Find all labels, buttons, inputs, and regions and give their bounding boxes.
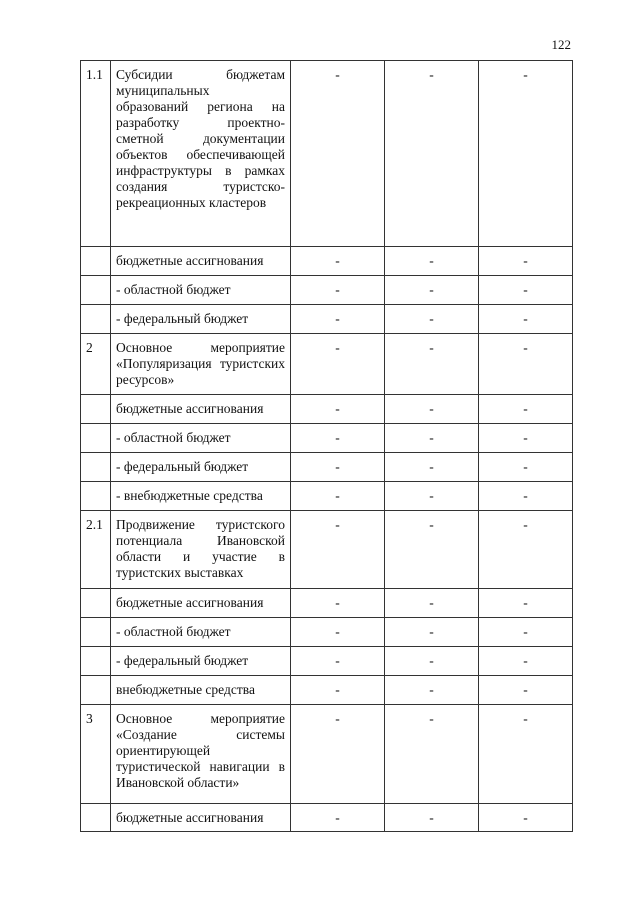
table-row bbox=[81, 395, 573, 424]
page-number: 122 bbox=[551, 37, 571, 52]
value-2: - bbox=[385, 676, 479, 705]
value-2: - bbox=[385, 276, 479, 305]
row-name: бюджетные ассигнования bbox=[111, 247, 291, 276]
row-name: - федеральный бюджет bbox=[111, 305, 291, 334]
value-1: - bbox=[291, 247, 385, 276]
value-1: - bbox=[291, 676, 385, 705]
table-row bbox=[81, 676, 573, 705]
table-row bbox=[81, 453, 573, 482]
row-number bbox=[81, 424, 111, 453]
value-1: - bbox=[291, 482, 385, 511]
row-name: внебюджетные средства bbox=[111, 676, 291, 705]
value-3: - bbox=[479, 305, 573, 334]
value-3: - bbox=[479, 618, 573, 647]
value-1: - bbox=[291, 705, 385, 804]
row-number bbox=[81, 804, 111, 832]
value-2: - bbox=[385, 705, 479, 804]
value-2: - bbox=[385, 424, 479, 453]
table-row bbox=[81, 276, 573, 305]
row-name: - федеральный бюджет bbox=[111, 453, 291, 482]
value-3: - bbox=[479, 424, 573, 453]
value-1: - bbox=[291, 61, 385, 247]
value-2: - bbox=[385, 804, 479, 832]
value-3: - bbox=[479, 453, 573, 482]
row-name: - внебюджетные средства bbox=[111, 482, 291, 511]
value-2: - bbox=[385, 589, 479, 618]
value-1: - bbox=[291, 334, 385, 395]
table-row bbox=[81, 589, 573, 618]
value-1: - bbox=[291, 453, 385, 482]
table-row bbox=[81, 705, 573, 804]
table-row bbox=[81, 618, 573, 647]
row-number bbox=[81, 482, 111, 511]
row-name: - областной бюджет bbox=[111, 618, 291, 647]
budget-table bbox=[80, 60, 573, 832]
row-name: бюджетные ассигнования bbox=[111, 804, 291, 832]
row-name: - областной бюджет bbox=[111, 424, 291, 453]
row-number bbox=[81, 247, 111, 276]
table-row bbox=[81, 482, 573, 511]
row-number bbox=[81, 618, 111, 647]
row-number bbox=[81, 395, 111, 424]
value-3: - bbox=[479, 395, 573, 424]
row-name: Субсидии бюджетам муниципальных образований региона на разработку проектно-сметной документации объектов обеспечивающей инфраструктуры в рамках создания туристско-рекреационных кластеров bbox=[111, 61, 291, 247]
value-2: - bbox=[385, 247, 479, 276]
table-row bbox=[81, 647, 573, 676]
row-number bbox=[81, 305, 111, 334]
value-3: - bbox=[479, 334, 573, 395]
value-2: - bbox=[385, 61, 479, 247]
value-3: - bbox=[479, 511, 573, 589]
value-3: - bbox=[479, 804, 573, 832]
row-number bbox=[81, 676, 111, 705]
value-3: - bbox=[479, 705, 573, 804]
row-name: Продвижение туристского потенциала Ивановской области и участие в туристских выставках bbox=[111, 511, 291, 589]
row-number bbox=[81, 453, 111, 482]
table-row bbox=[81, 247, 573, 276]
table-row bbox=[81, 334, 573, 395]
row-name: Основное мероприятие «Популяризация туристских ресурсов» bbox=[111, 334, 291, 395]
row-name: - областной бюджет bbox=[111, 276, 291, 305]
value-3: - bbox=[479, 589, 573, 618]
value-1: - bbox=[291, 276, 385, 305]
table-row bbox=[81, 61, 573, 247]
row-name: бюджетные ассигнования bbox=[111, 395, 291, 424]
table-row bbox=[81, 305, 573, 334]
value-1: - bbox=[291, 511, 385, 589]
row-number: 2 bbox=[81, 334, 111, 395]
value-2: - bbox=[385, 395, 479, 424]
value-3: - bbox=[479, 61, 573, 247]
value-1: - bbox=[291, 424, 385, 453]
row-number bbox=[81, 647, 111, 676]
table-row bbox=[81, 424, 573, 453]
value-1: - bbox=[291, 589, 385, 618]
value-2: - bbox=[385, 482, 479, 511]
row-number: 3 bbox=[81, 705, 111, 804]
value-3: - bbox=[479, 647, 573, 676]
row-name: - федеральный бюджет bbox=[111, 647, 291, 676]
value-2: - bbox=[385, 453, 479, 482]
value-1: - bbox=[291, 647, 385, 676]
value-1: - bbox=[291, 618, 385, 647]
value-2: - bbox=[385, 305, 479, 334]
value-2: - bbox=[385, 334, 479, 395]
value-1: - bbox=[291, 804, 385, 832]
row-number bbox=[81, 276, 111, 305]
value-3: - bbox=[479, 482, 573, 511]
row-name: бюджетные ассигнования bbox=[111, 589, 291, 618]
table-row bbox=[81, 511, 573, 589]
value-2: - bbox=[385, 511, 479, 589]
row-name: Основное мероприятие «Создание системы ориентирующей туристической навигации в Ивановской области» bbox=[111, 705, 291, 804]
value-2: - bbox=[385, 618, 479, 647]
row-number: 1.1 bbox=[81, 61, 111, 247]
value-2: - bbox=[385, 647, 479, 676]
value-3: - bbox=[479, 276, 573, 305]
row-number bbox=[81, 589, 111, 618]
value-1: - bbox=[291, 305, 385, 334]
table-row bbox=[81, 804, 573, 832]
value-1: - bbox=[291, 395, 385, 424]
value-3: - bbox=[479, 676, 573, 705]
row-number: 2.1 bbox=[81, 511, 111, 589]
value-3: - bbox=[479, 247, 573, 276]
